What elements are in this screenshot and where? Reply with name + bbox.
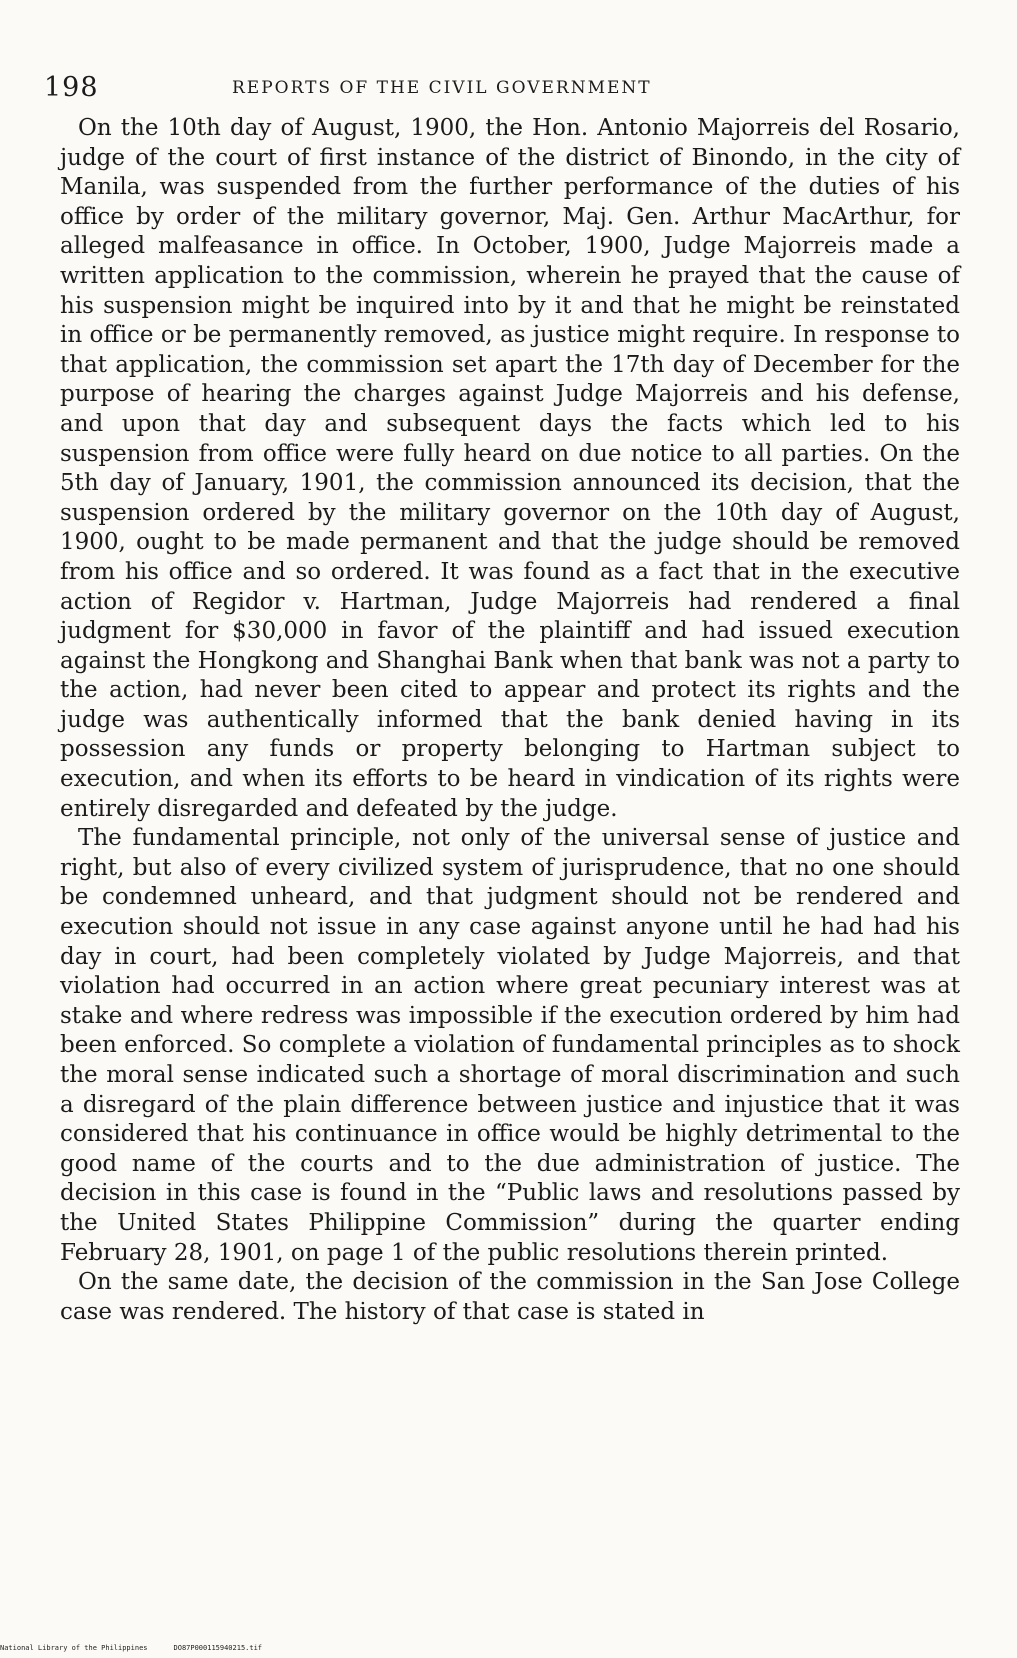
paragraph-san-jose-college: On the same date, the decision of the commission in the San Jose College case was rendered. The history of that case is stated in	[60, 1269, 960, 1325]
library-credit: National Library of the Philippines	[0, 1644, 148, 1652]
scan-file-id: DO87P000115940215.tif	[173, 1644, 263, 1652]
body-text	[60, 114, 960, 1327]
scan-footer	[0, 1644, 320, 1652]
paragraph-majorreis-suspension: On the 10th day of August, 1900, the Hon. Antonio Majorreis del Rosario, judge of the court of first instance of the district of Binondo, in the city of Manila, was suspended from the further performance of the duties of his office by order of the military governor, Maj. Gen. Arthur MacArthur, for alleged malfeasance in office. In October, 1900, Judge Majorreis made a written application to the commission, wherein he prayed that the cause of his suspension might be inquired into by it and that he might be reinstated in office or be permanently removed, as justice might require. In response to that application, the commission set apart the 17th day of December for the purpose of hearing the charges against Judge Majorreis and his defense, and upon that day and subsequent days the facts which led to his suspension from office were fully heard on due notice to all parties. On the 5th day of January, 1901, the commission announced its decision, that the suspension ordered by the military governor on the 10th day of August, 1900, ought to be made permanent and that the judge should be removed from his office and so ordered. It was found as a fact that in the executive action of Regidor v. Hartman, Judge Majorreis had rendered a final judgment for $30,000 in favor of the plaintiff and had issued execution against the Hongkong and Shanghai Bank when that bank was not a party to the action, had never been cited to appear and protect its rights and the judge was authentically informed that the bank denied having in its possession any funds or property belonging to Hartman subject to execution, and when its efforts to be heard in vindication of its rights were entirely disregarded and defeated by the judge.	[60, 115, 960, 822]
page-number: 198	[44, 72, 99, 103]
page-header	[42, 72, 972, 112]
running-head: REPORTS OF THE CIVIL GOVERNMENT	[232, 78, 652, 98]
paragraph-fundamental-principle: The fundamental principle, not only of the universal sense of justice and right, but also of every civilized system of jurisprudence, that no one should be condemned unheard, and that judgment should not be rendered and execution should not issue in any case against anyone until he had had his day in court, had been completely violated by Judge Majorreis, and that violation had occurred in an action where great pecuniary interest was at stake and where redress was impossible if the execution ordered by him had been enforced. So complete a violation of fundamental principles as to shock the moral sense indicated such a shortage of moral discrimination and such a disregard of the plain difference between justice and injustice that it was considered that his continuance in office would be highly detrimental to the good name of the courts and to the due administration of justice. The decision in this case is found in the “Public laws and resolutions passed by the United States Philippine Commission” during the quarter ending February 28, 1901, on page 1 of the public resolutions therein printed.	[60, 825, 960, 1266]
